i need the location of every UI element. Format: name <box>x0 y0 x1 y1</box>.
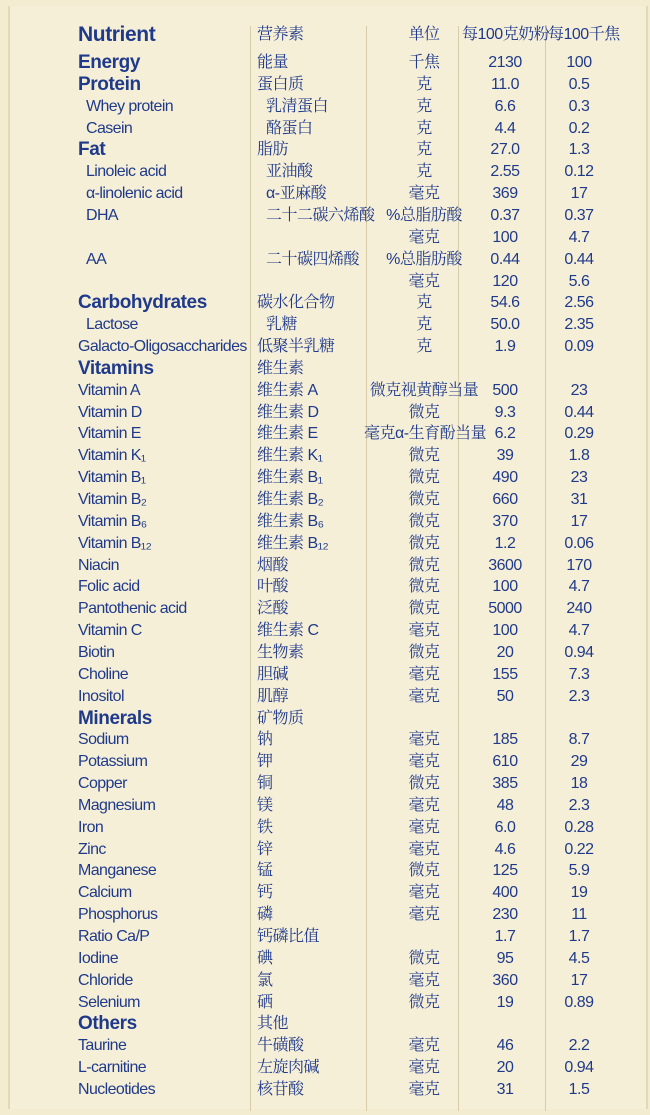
per100kcal-value: 4.7 <box>568 228 590 246</box>
table-row <box>10 249 646 271</box>
nutrient-name: Vitamin B₁₂ <box>78 534 152 552</box>
table-row <box>10 664 646 686</box>
nutrient-name: Minerals <box>78 707 152 729</box>
table-row <box>10 74 646 96</box>
nutrient-name-cn: 维生素 B₁₂ <box>257 534 329 552</box>
nutrient-name: Copper <box>78 775 127 793</box>
nutrient-name-cn: 二十二碳六烯酸 <box>266 206 375 224</box>
nutrient-name: Casein <box>86 119 133 137</box>
per100kcal-value: 0.09 <box>564 338 594 356</box>
unit-cell: 克 <box>416 316 432 334</box>
per100kcal-value: 0.06 <box>564 534 594 552</box>
nutrient-name: Vitamin C <box>78 622 142 640</box>
table-row <box>10 555 646 577</box>
unit-cell: 毫克 <box>408 665 440 683</box>
nutrient-name-cn: 钙磷比值 <box>257 928 320 945</box>
per100kcal-value: 0.28 <box>564 818 594 836</box>
nutrient-name: Phosphorus <box>78 906 158 924</box>
unit-cell: 克 <box>416 294 432 312</box>
per100g-value: 369 <box>492 185 518 203</box>
unit-cell: 克 <box>416 75 432 93</box>
table-row <box>10 292 646 314</box>
per100g-value: 1.2 <box>494 534 516 552</box>
per100kcal-value: 4.5 <box>568 949 590 967</box>
nutrient-name-cn: 铜 <box>257 775 273 793</box>
per100kcal-value: 5.6 <box>568 272 590 290</box>
nutrient-name-cn: 叶酸 <box>257 578 289 596</box>
nutrient-name-cn: 维生素 B₂ <box>257 491 324 508</box>
unit-cell: 毫克 <box>408 1080 440 1098</box>
nutrient-name: Linoleic acid <box>86 163 167 181</box>
unit-cell: 千焦 <box>408 54 440 71</box>
per100g-value: 5000 <box>488 600 522 618</box>
nutrient-name-cn: 乳清蛋白 <box>266 97 329 115</box>
unit-cell: 微克 <box>408 600 440 618</box>
nutrient-name-cn: 其他 <box>257 1015 289 1033</box>
unit-cell: 微克 <box>408 949 440 967</box>
table-row <box>10 708 646 730</box>
unit-cell: 克 <box>416 97 432 115</box>
nutrient-name: Pantothenic acid <box>78 600 187 618</box>
per100g-value: 0.44 <box>490 250 520 268</box>
nutrient-name-cn: 牛磺酸 <box>257 1037 304 1055</box>
per100kcal-value: 11 <box>571 906 587 924</box>
table-row <box>10 227 646 249</box>
nutrient-name-cn: 维生素 C <box>257 622 319 640</box>
unit-cell: 毫克 <box>408 796 440 814</box>
nutrient-name-cn: 维生素 A <box>257 381 318 399</box>
nutrient-name-cn: 钠 <box>257 731 273 749</box>
table-row <box>10 751 646 773</box>
nutrient-name-cn: 铁 <box>257 818 273 836</box>
per100kcal-value: 31 <box>570 491 588 508</box>
nutrient-name: Magnesium <box>78 796 156 814</box>
unit-cell: 微克 <box>408 403 440 421</box>
per100g-value: 19 <box>496 993 514 1011</box>
nutrient-name: DHA <box>86 206 118 224</box>
nutrient-name: Others <box>78 1013 137 1035</box>
per100g-value: 490 <box>492 469 518 487</box>
table-header <box>10 24 646 46</box>
table-row <box>10 839 646 861</box>
nutrient-name-cn: 维生素 B₁ <box>257 469 323 487</box>
per100kcal-value: 2.2 <box>568 1037 590 1055</box>
unit-cell: 毫克 <box>408 884 440 902</box>
unit-cell: 毫克 <box>408 185 440 203</box>
table-row <box>10 336 646 358</box>
table-row <box>10 489 646 511</box>
unit-cell: 毫克 <box>408 971 440 989</box>
nutrient-name-cn: 左旋肉碱 <box>257 1059 320 1077</box>
table-row <box>10 860 646 882</box>
nutrient-name-cn: 钾 <box>257 753 273 771</box>
unit-cell: 微克 <box>408 534 440 552</box>
per100kcal-value: 4.7 <box>568 622 590 640</box>
table-row <box>10 992 646 1014</box>
table-row <box>10 380 646 402</box>
nutrient-name-cn: 肌醇 <box>257 687 289 705</box>
nutrient-name-cn: 能量 <box>257 54 289 71</box>
nutrition-table <box>8 6 648 1109</box>
per100kcal-value: 4.7 <box>568 578 590 596</box>
per100kcal-value: 0.3 <box>568 97 590 115</box>
nutrient-name-cn: 蛋白质 <box>257 75 304 93</box>
nutrient-name: Galacto-Oligosaccharides <box>78 338 247 356</box>
nutrient-name: Fat <box>78 139 106 161</box>
nutrient-name-cn: 烟酸 <box>257 556 289 574</box>
nutrient-name: Ratio Ca/P <box>78 928 150 945</box>
nutrient-name: Niacin <box>78 556 119 574</box>
per100g-value: 2.55 <box>490 163 520 181</box>
per100kcal-value: 5.9 <box>568 862 590 880</box>
nutrient-name-cn: 碘 <box>257 949 273 967</box>
table-row <box>10 620 646 642</box>
nutrient-name: AA <box>86 250 107 268</box>
table-row <box>10 205 646 227</box>
table-row <box>10 533 646 555</box>
nutrient-name: Chloride <box>78 971 133 989</box>
header-unit: 单位 <box>408 26 440 43</box>
nutrient-name-cn: 碳水化合物 <box>257 294 335 312</box>
nutrient-name: Whey protein <box>86 97 174 115</box>
table-row <box>10 271 646 293</box>
nutrient-name-cn: 矿物质 <box>257 709 304 727</box>
per100g-value: 46 <box>496 1037 514 1055</box>
per100kcal-value: 0.44 <box>564 403 594 421</box>
per100kcal-value: 1.8 <box>568 447 590 465</box>
unit-cell: 克 <box>416 163 432 181</box>
table-row <box>10 904 646 926</box>
nutrient-name: Vitamins <box>78 357 154 379</box>
nutrient-name-cn: 亚油酸 <box>266 163 313 181</box>
nutrient-name: Inositol <box>78 687 124 705</box>
unit-cell: %总脂肪酸 <box>386 206 462 224</box>
table-row <box>10 96 646 118</box>
nutrient-name-cn: 锰 <box>257 862 273 880</box>
per100g-value: 1.9 <box>494 338 516 356</box>
unit-cell: 毫克 <box>408 687 440 705</box>
per100g-value: 6.2 <box>494 425 516 443</box>
per100kcal-value: 17 <box>570 971 588 989</box>
table-row <box>10 576 646 598</box>
per100kcal-value: 2.35 <box>564 316 594 334</box>
unit-cell: 微克 <box>408 491 440 508</box>
table-row <box>10 402 646 424</box>
nutrient-name-cn: 泛酸 <box>257 600 289 618</box>
nutrient-name: Vitamin A <box>78 381 140 399</box>
header-nutrient-cn: 营养素 <box>257 26 304 43</box>
unit-cell: 克 <box>416 338 432 356</box>
table-row <box>10 52 646 74</box>
per100g-value: 100 <box>492 228 518 246</box>
per100kcal-value: 23 <box>570 381 588 399</box>
per100g-value: 4.4 <box>494 119 516 137</box>
table-row <box>10 642 646 664</box>
nutrient-name-cn: 低聚半乳糖 <box>257 338 335 356</box>
per100g-value: 120 <box>492 272 518 290</box>
nutrient-name: Zinc <box>78 840 106 858</box>
unit-cell: 毫克 <box>408 818 440 836</box>
nutrient-name: Protein <box>78 73 141 95</box>
per100g-value: 230 <box>492 906 518 924</box>
nutrient-name-cn: 镁 <box>257 796 273 814</box>
table-row <box>10 882 646 904</box>
table-row <box>10 598 646 620</box>
nutrient-name-cn: 酪蛋白 <box>266 119 313 137</box>
nutrient-name: Vitamin K₁ <box>78 447 146 465</box>
per100kcal-value: 1.3 <box>568 141 590 159</box>
per100kcal-value: 2.3 <box>568 687 590 705</box>
per100g-value: 360 <box>492 971 518 989</box>
nutrient-name-cn: 脂肪 <box>257 141 289 159</box>
table-row <box>10 118 646 140</box>
nutrient-name-cn: 维生素 B₆ <box>257 512 324 530</box>
nutrient-name: Biotin <box>78 643 115 661</box>
per100kcal-value: 1.7 <box>568 928 590 945</box>
nutrient-name: Folic acid <box>78 578 140 596</box>
unit-cell: 微克 <box>408 469 440 487</box>
per100kcal-value: 170 <box>566 556 592 574</box>
per100g-value: 39 <box>496 447 514 465</box>
unit-cell: 毫克 <box>408 1059 440 1077</box>
per100g-value: 11.0 <box>491 75 519 93</box>
nutrient-name: Iron <box>78 818 104 836</box>
table-row <box>10 1013 646 1035</box>
per100g-value: 185 <box>492 731 518 749</box>
per100g-value: 50.0 <box>490 316 520 334</box>
unit-cell: 克 <box>416 119 432 137</box>
table-row <box>10 686 646 708</box>
per100kcal-value: 0.44 <box>564 250 594 268</box>
per100kcal-value: 0.37 <box>564 206 594 224</box>
nutrient-name: Vitamin B₆ <box>78 512 147 530</box>
nutrient-name: Vitamin B₁ <box>78 469 146 487</box>
per100g-value: 0.37 <box>490 206 520 224</box>
nutrient-name-cn: α-亚麻酸 <box>266 185 327 203</box>
table-row <box>10 773 646 795</box>
unit-cell: 毫克 <box>408 906 440 924</box>
per100g-value: 9.3 <box>494 403 516 421</box>
per100g-value: 54.6 <box>490 294 520 312</box>
unit-cell: 毫克α-生育酚当量 <box>364 425 487 443</box>
unit-cell: 毫克 <box>408 622 440 640</box>
unit-cell: 毫克 <box>408 731 440 749</box>
unit-cell: 毫克 <box>408 272 440 290</box>
per100g-value: 6.6 <box>494 97 516 115</box>
nutrient-name: Nucleotides <box>78 1080 156 1098</box>
per100kcal-value: 0.94 <box>564 643 594 661</box>
nutrient-name: Potassium <box>78 753 148 771</box>
per100kcal-value: 2.56 <box>564 294 594 312</box>
table-row <box>10 511 646 533</box>
nutrient-name: Iodine <box>78 949 118 967</box>
per100kcal-value: 0.2 <box>568 119 590 137</box>
table-row <box>10 795 646 817</box>
nutrient-name: Sodium <box>78 731 129 749</box>
per100g-value: 370 <box>492 512 518 530</box>
per100g-value: 27.0 <box>490 141 520 159</box>
table-row <box>10 948 646 970</box>
unit-cell: 克 <box>416 141 432 159</box>
per100g-value: 100 <box>492 622 518 640</box>
nutrient-name: Manganese <box>78 862 157 880</box>
table-row <box>10 1057 646 1079</box>
nutrient-name: Vitamin E <box>78 425 141 443</box>
per100kcal-value: 0.22 <box>564 840 594 858</box>
table-row <box>10 467 646 489</box>
nutrient-name-cn: 维生素 E <box>257 425 318 443</box>
nutrient-name: Vitamin D <box>78 403 142 421</box>
table-row <box>10 729 646 751</box>
per100kcal-value: 0.5 <box>568 75 590 93</box>
per100kcal-value: 1.5 <box>568 1080 590 1098</box>
per100kcal-value: 23 <box>570 469 588 487</box>
per100kcal-value: 0.29 <box>564 425 594 443</box>
table-row <box>10 1079 646 1101</box>
per100g-value: 6.0 <box>494 818 516 836</box>
header-per100g: 每100克奶粉 <box>462 26 550 43</box>
nutrient-name-cn: 胆碱 <box>257 665 289 683</box>
nutrient-name-cn: 锌 <box>257 840 273 858</box>
per100g-value: 3600 <box>488 556 522 574</box>
per100kcal-value: 0.12 <box>564 163 594 181</box>
per100g-value: 2130 <box>488 54 522 71</box>
per100kcal-value: 17 <box>570 185 588 203</box>
per100g-value: 4.6 <box>494 840 516 858</box>
table-row <box>10 970 646 992</box>
per100kcal-value: 8.7 <box>568 731 590 749</box>
unit-cell: 微克 <box>408 643 440 661</box>
per100kcal-value: 0.89 <box>564 993 594 1011</box>
nutrient-name: α-linolenic acid <box>86 185 183 203</box>
nutrient-name: Lactose <box>86 316 138 334</box>
nutrient-name: L-carnitine <box>78 1059 147 1077</box>
per100g-value: 31 <box>496 1080 514 1098</box>
per100g-value: 48 <box>496 796 514 814</box>
per100g-value: 20 <box>496 1059 514 1077</box>
header-nutrient: Nutrient <box>78 23 156 46</box>
per100g-value: 155 <box>492 665 518 683</box>
nutrient-name: Choline <box>78 665 129 683</box>
per100g-value: 1.7 <box>494 928 516 945</box>
per100g-value: 50 <box>496 687 514 705</box>
unit-cell: 微克 <box>408 578 440 596</box>
per100g-value: 125 <box>492 862 518 880</box>
unit-cell: 微克 <box>408 993 440 1011</box>
nutrient-name-cn: 生物素 <box>257 643 304 661</box>
per100kcal-value: 100 <box>566 54 592 71</box>
nutrient-name: Selenium <box>78 993 140 1011</box>
per100kcal-value: 17 <box>570 512 588 530</box>
nutrient-name-cn: 乳糖 <box>266 316 298 334</box>
per100g-value: 660 <box>492 491 518 508</box>
per100kcal-value: 18 <box>570 775 588 793</box>
nutrient-name-cn: 氯 <box>257 971 273 989</box>
nutrient-name-cn: 维生素 <box>257 359 304 377</box>
nutrient-name-cn: 硒 <box>257 993 273 1011</box>
table-row <box>10 817 646 839</box>
nutrient-name: Vitamin B₂ <box>78 491 147 508</box>
per100g-value: 95 <box>496 949 514 967</box>
nutrient-name-cn: 核苷酸 <box>257 1080 304 1098</box>
nutrient-name-cn: 维生素 K₁ <box>257 447 323 465</box>
table-row <box>10 139 646 161</box>
table-row <box>10 314 646 336</box>
unit-cell: 微克 <box>408 447 440 465</box>
table-row <box>10 445 646 467</box>
nutrient-name: Calcium <box>78 884 132 902</box>
per100kcal-value: 240 <box>566 600 592 618</box>
unit-cell: 毫克 <box>408 753 440 771</box>
per100g-value: 610 <box>492 753 518 771</box>
unit-cell: 微克视黄醇当量 <box>369 381 479 399</box>
table-row <box>10 423 646 445</box>
per100g-value: 400 <box>492 884 518 902</box>
per100kcal-value: 19 <box>570 884 588 902</box>
table-row <box>10 1035 646 1057</box>
unit-cell: 毫克 <box>408 1037 440 1055</box>
per100kcal-value: 7.3 <box>568 665 590 683</box>
unit-cell: 微克 <box>408 512 440 530</box>
per100kcal-value: 29 <box>570 753 588 771</box>
nutrient-name-cn: 钙 <box>257 884 273 902</box>
nutrient-name: Taurine <box>78 1037 127 1055</box>
table-row <box>10 161 646 183</box>
unit-cell: 毫克 <box>408 228 440 246</box>
nutrient-name-cn: 二十碳四烯酸 <box>266 250 360 268</box>
unit-cell: %总脂肪酸 <box>386 250 462 268</box>
table-row <box>10 183 646 205</box>
per100g-value: 20 <box>496 643 514 661</box>
table-row <box>10 926 646 948</box>
nutrient-name-cn: 维生素 D <box>257 403 319 421</box>
per100kcal-value: 0.94 <box>564 1059 594 1077</box>
nutrient-name: Energy <box>78 52 141 73</box>
table-row <box>10 358 646 380</box>
nutrient-name: Carbohydrates <box>78 292 207 314</box>
header-per100kcal: 每100千焦 <box>548 26 620 43</box>
per100kcal-value: 2.3 <box>568 796 590 814</box>
unit-cell: 微克 <box>408 862 440 880</box>
unit-cell: 微克 <box>408 556 440 574</box>
per100g-value: 500 <box>492 381 518 399</box>
per100g-value: 100 <box>492 578 518 596</box>
unit-cell: 毫克 <box>408 840 440 858</box>
unit-cell: 微克 <box>408 775 440 793</box>
nutrient-name-cn: 磷 <box>257 906 273 924</box>
per100g-value: 385 <box>492 775 518 793</box>
